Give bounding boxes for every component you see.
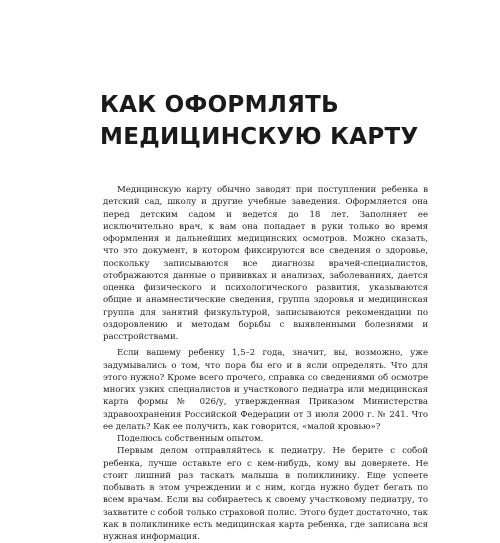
chapter-title-line-1: КАК ОФОРМЛЯТЬ: [100, 92, 339, 118]
paragraph: Если вашему ребенку 1,5–2 года, значит, вы, возможно, уже задумывались о том, что пора бы его и в ясли определять. Что для этого нужно? Кроме всего прочего, справка со сведениями об осмотре многих узких специалистов и участкового педиатра или медицинская карта формы № 026/у, утвержденная Приказом Министерства здравоохранения Российской Федерации от 3 июля 2000 г. № 241. Что ее делать? Как ее получить, как говорится, «малой кровью»?: [103, 348, 428, 432]
chapter-title-line-2: МЕДИЦИНСКУЮ КАРТУ: [100, 124, 419, 150]
chapter-title: [100, 89, 440, 153]
paragraph: Поделюсь собственным опытом.: [117, 434, 264, 444]
paragraph: Медицинскую карту обычно заводят при поступлении ребенка в детский сад, школу и другие учебные заведения. Оформляется она перед детским садом и ведется до 18 лет. Заполняет ее исключительно врач, к вам она попадает в руки только во время оформления и дальнейших медицинских осмотров. Можно сказать, что это документ, в котором фиксируются все сведения о здоровье, поскольку записываются все диагнозы врачей-специалистов, отображаются данные о прививках и анализах, заболеваниях, дается оценка физического и психологического развития, указываются общие и анамнестические сведения, группа здоровья и медицинская группа для занятий физкультурой, записываются рекомендации по оздоровлению и методам борьбы с выявленными болезнями и расстройствами.: [103, 185, 428, 342]
paragraph: Первым делом отправляйтесь к педиатру. Не берите с собой ребенка, лучше оставьте его с кем-нибудь, кому вы доверяете. Не стоит лишний раз таскать малыша в поликлинику. Еще успеете побывать в этом учреждении и с ним, когда нужно будет бегать по всем врачам. Если вы собираетесь к своему участковому педиатру, то захватите с собой только страховой полис. Этого будет достаточно, так как в поликлинике есть медицинская карта ребенка, где записана вся нужная информация.: [103, 446, 428, 542]
chapter-body: [103, 184, 428, 543]
